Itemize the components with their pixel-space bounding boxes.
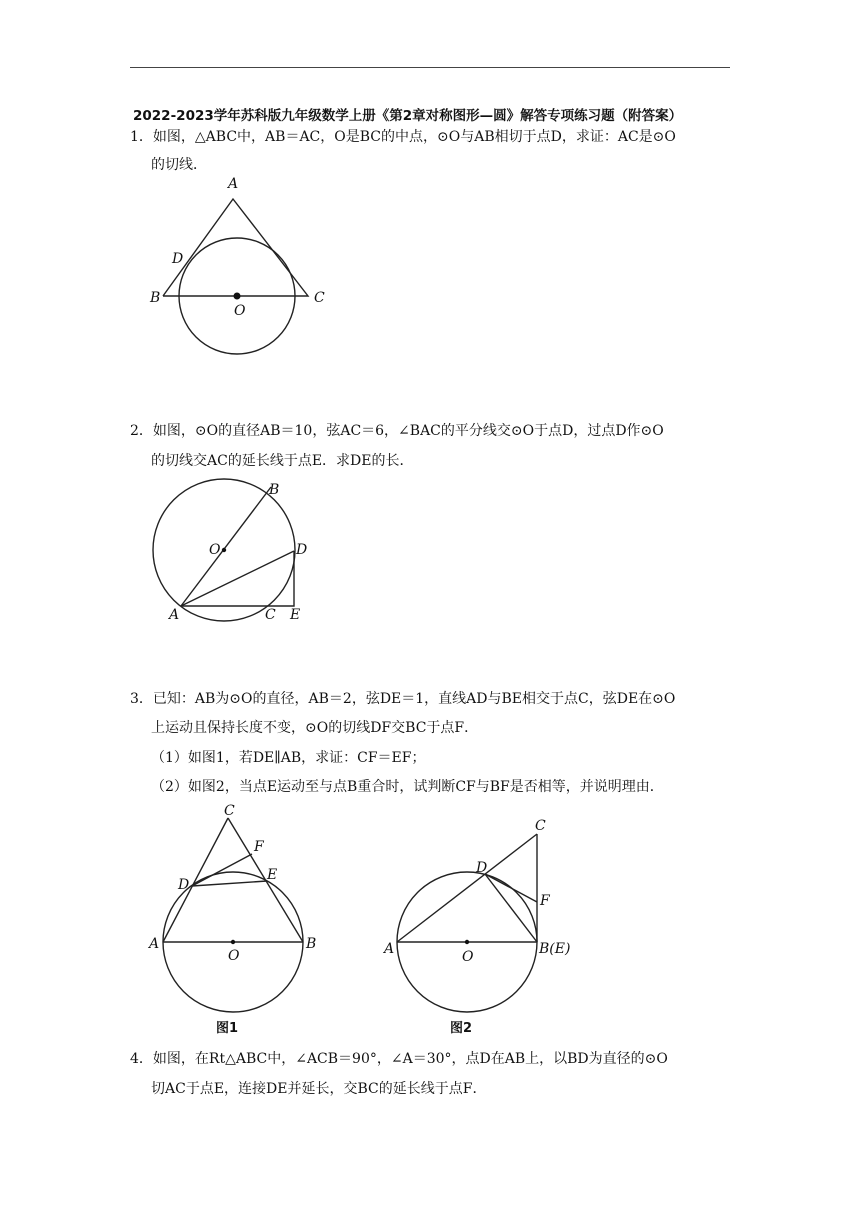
problem-3-part-1: （1）如图1，若DE∥AB，求证：CF＝EF； bbox=[151, 750, 426, 766]
fig1-label-a: A bbox=[228, 176, 239, 192]
document-title: 2022-2023学年苏科版九年级数学上册《第2章对称图形—圆》解答专项练习题（附答案） bbox=[133, 108, 683, 124]
fig1-label-o: O bbox=[234, 303, 246, 319]
problem-2-figure bbox=[145, 478, 325, 628]
problem-2-text-cont: 的切线交AC的延长线于点E．求DE的长． bbox=[151, 453, 414, 469]
fig3a-label-b: B bbox=[306, 936, 317, 952]
fig3b-label-f: F bbox=[540, 893, 550, 909]
problem-3-part-2: （2）如图2，当点E运动至与点B重合时，试判断CF与BF是否相等，并说明理由． bbox=[151, 779, 664, 795]
fig3a-label-e: E bbox=[267, 867, 278, 883]
fig3a-label-d: D bbox=[178, 877, 190, 893]
fig3a-label-a: A bbox=[149, 936, 160, 952]
problem-4-text: 4．如图，在Rt△ABC中，∠ACB＝90°，∠A＝30°，点D在AB上，以BD为直径的⊙O bbox=[130, 1051, 668, 1067]
problem-4-text-cont: 切AC于点E，连接DE并延长，交BC的延长线于点F． bbox=[151, 1081, 487, 1097]
fig3b-label-a: A bbox=[384, 941, 395, 957]
problem-3-text: 3．已知：AB为⊙O的直径，AB＝2，弦DE＝1，直线AD与BE相交于点C，弦DE在⊙O bbox=[130, 691, 676, 707]
problem-1-figure bbox=[140, 175, 340, 365]
fig3b-label-o: O bbox=[462, 949, 474, 965]
fig2-label-e: E bbox=[290, 607, 301, 623]
fig3a-label-f: F bbox=[254, 839, 264, 855]
fig2-label-b: B bbox=[269, 482, 280, 498]
problem-3-figure-1 bbox=[140, 800, 340, 1045]
fig2-label-c: C bbox=[265, 607, 276, 623]
problem-3-figure-2 bbox=[380, 812, 590, 1042]
fig1-label-c: C bbox=[314, 290, 325, 306]
fig3a-caption: 图1 bbox=[216, 1021, 239, 1036]
fig3a-label-c: C bbox=[224, 803, 235, 819]
fig1-label-d: D bbox=[172, 251, 184, 267]
problem-1-text-cont: 的切线． bbox=[151, 157, 207, 173]
fig3b-caption: 图2 bbox=[450, 1021, 473, 1036]
fig3a-label-o: O bbox=[228, 948, 240, 964]
problem-3-text-cont: 上运动且保持长度不变，⊙O的切线DF交BC于点F． bbox=[151, 720, 479, 736]
fig2-label-o: O bbox=[209, 542, 221, 558]
fig1-label-b: B bbox=[150, 290, 161, 306]
fig2-label-d: D bbox=[296, 542, 308, 558]
fig3b-label-be: B(E) bbox=[539, 941, 571, 957]
problem-1-text: 1．如图，△ABC中，AB＝AC，O是BC的中点，⊙O与AB相切于点D，求证：AC是⊙O bbox=[130, 129, 676, 145]
problem-2-text: 2．如图，⊙O的直径AB＝10，弦AC＝6，∠BAC的平分线交⊙O于点D，过点D作⊙O bbox=[130, 423, 664, 439]
fig3b-label-c: C bbox=[535, 818, 546, 834]
fig3b-label-d: D bbox=[476, 860, 488, 876]
fig2-label-a: A bbox=[169, 607, 180, 623]
header-rule bbox=[130, 67, 730, 68]
